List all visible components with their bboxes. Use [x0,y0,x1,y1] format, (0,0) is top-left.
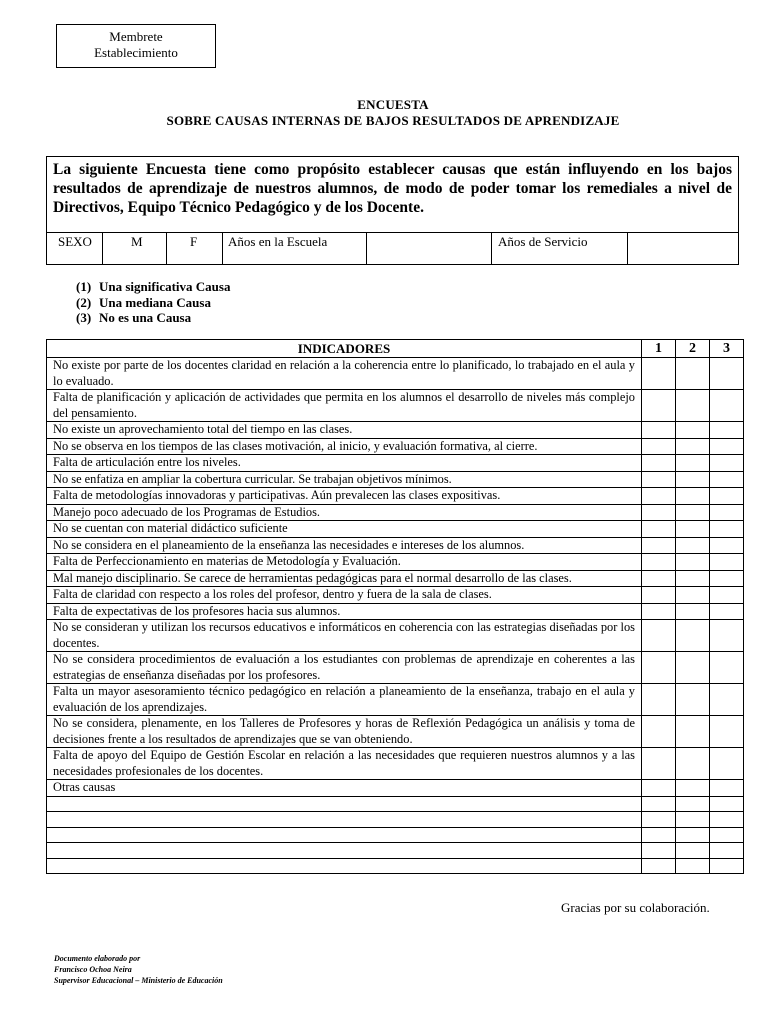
table-row [47,652,744,684]
table-row [47,521,744,538]
rating-cell-1[interactable] [642,796,676,812]
rating-cell-1[interactable] [642,390,676,422]
membrete-line-2: Establecimiento [94,45,178,60]
rating-cell-1[interactable] [642,748,676,780]
empty-row [47,796,744,812]
rating-cell-3[interactable] [710,843,744,859]
rating-cell-2[interactable] [676,471,710,488]
col-3-header: 3 [710,340,744,358]
indicator-text: Falta de metodologías innovadoras y participativas. Aún prevalecen las clases expositivas. [47,488,642,505]
rating-cell-3[interactable] [710,858,744,874]
rating-cell-2[interactable] [676,716,710,748]
rating-cell-3[interactable] [710,422,744,439]
rating-cell-2[interactable] [676,358,710,390]
rating-cell-1[interactable] [642,504,676,521]
legend-text: Una mediana Causa [99,295,211,310]
survey-subtitle: SOBRE CAUSAS INTERNAS DE BAJOS RESULTADOS DE APRENDIZAJE [166,113,620,128]
rating-cell-1[interactable] [642,422,676,439]
indicator-text: No se considera, plenamente, en los Talleres de Profesores y horas de Reflexión Pedagógica un análisis y toma de decisiones frente a los resultados de aprendizajes que se van obteniendo. [47,716,642,748]
rating-cell-2[interactable] [676,652,710,684]
rating-cell-1[interactable] [642,827,676,843]
rating-cell-2[interactable] [676,827,710,843]
table-row [47,422,744,439]
table-row [47,570,744,587]
empty-row [47,858,744,874]
rating-cell-2[interactable] [676,843,710,859]
rating-cell-3[interactable] [710,827,744,843]
empty-row [47,827,744,843]
anos-servicio-field[interactable] [628,233,738,264]
indicator-text: No se enfatiza en ampliar la cobertura curricular. Se trabajan objetivos mínimos. [47,471,642,488]
col-1-header: 1 [642,340,676,358]
rating-cell-3[interactable] [710,716,744,748]
table-row [47,684,744,716]
rating-cell-3[interactable] [710,780,744,797]
sexo-f-cell[interactable]: F [167,233,223,264]
legend-num: (2) [76,295,92,310]
rating-cell-2[interactable] [676,858,710,874]
footer-line-3: Supervisor Educacional – Ministerio de Educación [54,976,223,985]
rating-cell-1[interactable] [642,455,676,472]
col-2-header: 2 [676,340,710,358]
rating-cell-2[interactable] [676,554,710,571]
rating-cell-2[interactable] [676,455,710,472]
rating-cell-1[interactable] [642,587,676,604]
sexo-label: SEXO [47,233,103,264]
rating-cell-2[interactable] [676,603,710,620]
rating-cell-2[interactable] [676,521,710,538]
legend-item-1 [76,279,230,294]
rating-cell-3[interactable] [710,521,744,538]
indicator-text: Falta un mayor asesoramiento técnico pedagógico en relación a planeamiento de la enseñanza, trabajo en el aula y evaluación de los aprendizajes. [47,684,642,716]
indicadores-header: INDICADORES [47,340,642,358]
table-row [47,780,744,797]
indicator-text: Mal manejo disciplinario. Se carece de herramientas pedagógicas para el normal desarrollo de las clases. [47,570,642,587]
anos-escuela-label: Años en la Escuela [223,233,367,264]
rating-cell-2[interactable] [676,422,710,439]
table-row [47,603,744,620]
footer-line-2: Francisco Ochoa Neira [54,965,132,974]
rating-cell-2[interactable] [676,390,710,422]
rating-cell-2[interactable] [676,438,710,455]
legend-text: No es una Causa [99,310,192,325]
rating-cell-3[interactable] [710,748,744,780]
footer-credits [54,953,223,986]
table-row [47,488,744,505]
rating-cell-3[interactable] [710,471,744,488]
legend-item-3 [76,310,191,325]
rating-cell-1[interactable] [642,570,676,587]
legend-text: Una significativa Causa [99,279,231,294]
rating-cell-1[interactable] [642,488,676,505]
table-row [47,554,744,571]
rating-cell-3[interactable] [710,504,744,521]
indicator-text: Falta de expectativas de los profesores hacia sus alumnos. [47,603,642,620]
other-cause-field[interactable] [47,843,642,859]
rating-cell-1[interactable] [642,554,676,571]
rating-cell-2[interactable] [676,504,710,521]
rating-cell-1[interactable] [642,858,676,874]
table-row [47,587,744,604]
indicator-text: Manejo poco adecuado de los Programas de Estudios. [47,504,642,521]
indicator-text: Falta de apoyo del Equipo de Gestión Escolar en relación a las necesidades que requieren nuestros alumnos y a las necesidades profesionales de los docentes. [47,748,642,780]
table-row [47,438,744,455]
indicator-text: Falta de articulación entre los niveles. [47,455,642,472]
rating-cell-1[interactable] [642,716,676,748]
indicator-text: No se considera procedimientos de evaluación a los estudiantes con problemas de aprendizaje en coherentes a las estrategias de enseñanza diseñadas por los profesores. [47,652,642,684]
rating-cell-3[interactable] [710,570,744,587]
anos-escuela-field[interactable] [367,233,492,264]
membrete-box [56,24,216,68]
indicator-text: No se cuentan con material didáctico suficiente [47,521,642,538]
legend-num: (1) [76,279,92,294]
rating-cell-2[interactable] [676,620,710,652]
rating-cell-2[interactable] [676,796,710,812]
rating-cell-3[interactable] [710,796,744,812]
rating-cell-3[interactable] [710,358,744,390]
rating-cell-3[interactable] [710,587,744,604]
table-row [47,620,744,652]
rating-cell-2[interactable] [676,812,710,828]
sexo-m-cell[interactable]: M [103,233,167,264]
empty-row [47,843,744,859]
indicator-text: Falta de claridad con respecto a los roles del profesor, dentro y fuera de la sala de clases. [47,587,642,604]
rating-cell-1[interactable] [642,438,676,455]
rating-cell-2[interactable] [676,748,710,780]
indicator-text: No se observa en los tiempos de las clases motivación, al inicio, y evaluación formativa, al cierre. [47,438,642,455]
rating-cell-1[interactable] [642,521,676,538]
thanks-note: Gracias por su colaboración. [561,900,710,915]
indicator-text: No se considera en el planeamiento de la enseñanza las necesidades e intereses de los alumnos. [47,537,642,554]
rating-cell-2[interactable] [676,570,710,587]
indicator-text: Falta de planificación y aplicación de actividades que permita en los alumnos el desarrollo de niveles más complejo del pensamiento. [47,390,642,422]
indicators-table [46,339,744,874]
membrete-line-1: Membrete [109,29,163,44]
table-header-row [47,340,744,358]
rating-cell-2[interactable] [676,684,710,716]
rating-cell-1[interactable] [642,780,676,797]
demographics-row [46,232,739,265]
empty-row [47,812,744,828]
rating-cell-1[interactable] [642,603,676,620]
indicator-text: No existe por parte de los docentes claridad en relación a la coherencia entre lo planificado, lo trabajado en el aula y lo evaluado. [47,358,642,390]
table-row [47,455,744,472]
table-row [47,504,744,521]
rating-cell-1[interactable] [642,358,676,390]
rating-cell-3[interactable] [710,488,744,505]
indicator-text: No se consideran y utilizan los recursos educativos e informáticos en coherencia con las estrategias diseñadas por los docentes. [47,620,642,652]
rating-cell-3[interactable] [710,390,744,422]
other-cause-field[interactable] [47,812,642,828]
table-row [47,537,744,554]
intro-paragraph: La siguiente Encuesta tiene como propósito establecer causas que están influyendo en los bajos resultados de aprendizaje de nuestros alumnos, de modo de poder tomar los remediales a nivel de Directivos, Equipo Técnico Pedagógico y de los Docente. [46,156,739,233]
legend-item-2 [76,295,211,310]
other-cause-field[interactable] [47,827,642,843]
rating-cell-3[interactable] [710,684,744,716]
rating-cell-1[interactable] [642,537,676,554]
anos-servicio-label: Años de Servicio [492,233,628,264]
rating-cell-2[interactable] [676,537,710,554]
table-row [47,390,744,422]
survey-title: ENCUESTA [357,97,429,112]
legend-num: (3) [76,310,92,325]
rating-cell-1[interactable] [642,812,676,828]
footer-line-1: Documento elaborado por [54,954,141,963]
rating-cell-1[interactable] [642,843,676,859]
rating-cell-1[interactable] [642,471,676,488]
rating-cell-2[interactable] [676,488,710,505]
table-row [47,358,744,390]
rating-cell-3[interactable] [710,603,744,620]
indicator-text: No existe un aprovechamiento total del tiempo en las clases. [47,422,642,439]
rating-cell-2[interactable] [676,780,710,797]
indicator-text: Falta de Perfeccionamiento en materias de Metodología y Evaluación. [47,554,642,571]
rating-cell-3[interactable] [710,652,744,684]
rating-cell-3[interactable] [710,554,744,571]
rating-cell-3[interactable] [710,438,744,455]
table-row [47,716,744,748]
table-row [47,471,744,488]
rating-cell-3[interactable] [710,455,744,472]
rating-cell-1[interactable] [642,620,676,652]
rating-cell-1[interactable] [642,652,676,684]
table-row [47,748,744,780]
other-cause-field[interactable] [47,796,642,812]
rating-cell-1[interactable] [642,684,676,716]
rating-cell-3[interactable] [710,812,744,828]
other-cause-field[interactable] [47,858,642,874]
rating-cell-3[interactable] [710,537,744,554]
rating-cell-3[interactable] [710,620,744,652]
rating-cell-2[interactable] [676,587,710,604]
indicator-text: Otras causas [47,780,642,797]
